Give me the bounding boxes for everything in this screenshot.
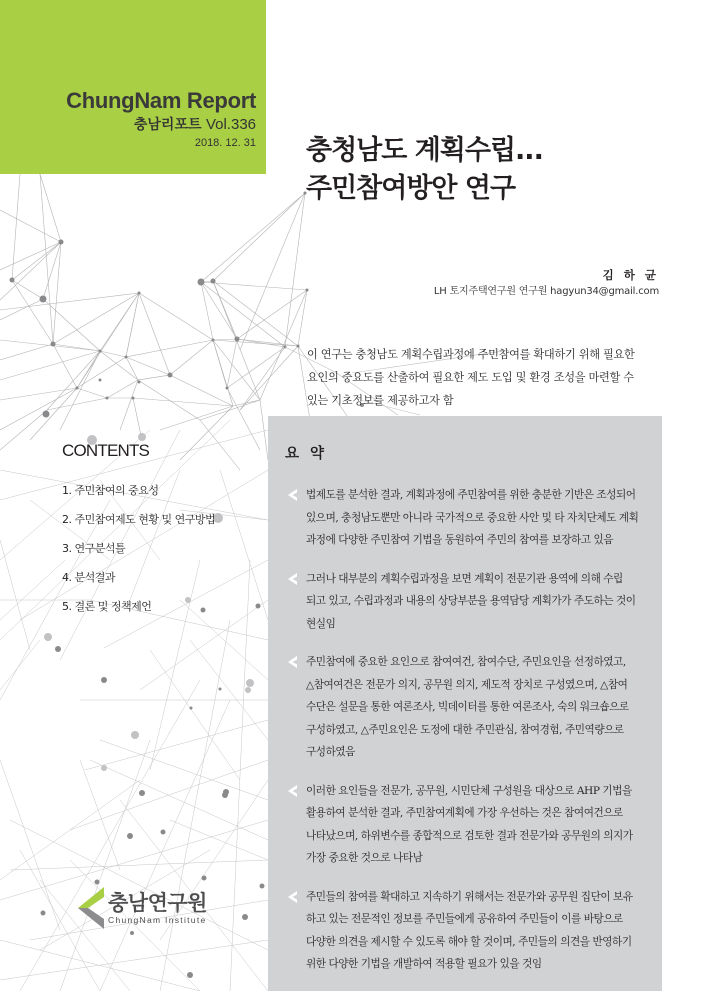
table-of-contents <box>62 440 215 629</box>
summary-bullet <box>288 886 648 976</box>
author-affiliation: LH 토지주택연구원 연구원 hagyun34@gmail.com <box>433 286 659 297</box>
contents-item[interactable]: 4. 분석결과 <box>62 571 115 584</box>
summary-bullet-line: 나타났으며, 하위변수를 종합적으로 검토한 결과 전문가와 공무원의 의지가 <box>306 829 633 842</box>
page-title <box>306 132 543 208</box>
contents-item[interactable]: 5. 결론 및 정책제언 <box>62 600 152 613</box>
summary-bullet <box>288 568 648 636</box>
summary-bullet-line: 가장 중요한 것으로 나타남 <box>306 852 423 864</box>
summary-bullet <box>288 484 648 552</box>
summary-bullet-line: 현실임 <box>306 617 336 630</box>
summary-bullet-line: 있으며, 충청남도뿐만 아니라 국가적으로 중요한 사안 및 타 자치단체도 계획 <box>306 511 639 524</box>
contents-item[interactable]: 3. 연구분석틀 <box>62 542 126 555</box>
summary-bullet-line: 수단은 설문을 통한 여론조사, 빅데이터를 통한 여론조사, 숙의 워크숍으로 <box>306 701 629 713</box>
report-volume: Vol.336 <box>205 116 256 133</box>
summary-bullet <box>288 651 648 764</box>
summary-bullet-line: 과정에 다양한 주민참여 기법을 동원하여 주민의 참여를 보장하고 있음 <box>306 534 614 546</box>
summary-bullets <box>288 484 648 991</box>
institute-name-korean: 충남연구원 <box>108 891 207 915</box>
report-series <box>66 115 256 135</box>
chevron-left-icon <box>288 573 298 585</box>
abstract <box>307 343 667 412</box>
chevron-left-icon <box>288 489 298 501</box>
report-header-block <box>0 0 266 174</box>
summary-bullet-line: 주민참여에 중요한 요인으로 참여여건, 참여수단, 주민요인을 선정하였고, <box>306 656 626 668</box>
summary-title: 요 약 <box>285 446 328 462</box>
summary-bullet-line: 그러나 대부분의 계획수립과정을 보면 계획이 전문기관 용역에 의해 수립 <box>306 572 623 585</box>
report-brand-english: ChungNam Report <box>66 88 256 113</box>
summary-bullet-line: 법제도를 분석한 결과, 계획과정에 주민참여를 위한 충분한 기반은 조성되어 <box>306 489 636 501</box>
summary-bullet-line: 구성하였고, △주민요인은 도정에 대한 주민관심, 참여경험, 주민역량으로 <box>306 723 624 736</box>
page-title-line-2: 주민참여방안 연구 <box>306 173 516 204</box>
contents-title: CONTENTS <box>62 441 150 460</box>
chevron-left-icon <box>288 656 298 668</box>
contents-item[interactable]: 2. 주민참여제도 현황 및 연구방법 <box>62 513 216 526</box>
abstract-line: 있는 기초정보를 제공하고자 함 <box>307 394 454 407</box>
summary-bullet-line: △참여여건은 전문가 의지, 공무원 의지, 제도적 장치로 구성였으며, △참여 <box>306 678 628 691</box>
report-brand-korean: 충남리포트 <box>133 117 202 133</box>
report-date: 2018. 12. 31 <box>194 137 256 149</box>
summary-bullet-line: 다양한 의견을 제시할 수 있도록 해야 할 것이며, 주민들의 의견을 반영하기 <box>306 935 632 948</box>
institute-logo-mark-icon <box>78 887 104 929</box>
institute-logo <box>78 887 207 929</box>
abstract-line: 이 연구는 충청남도 계획수립과정에 주민참여를 확대하기 위해 필요한 <box>307 348 635 361</box>
summary-bullet-line: 이러한 요인들을 전문가, 공무원, 시민단체 구성원을 대상으로 AHP 기법을 <box>306 784 632 797</box>
summary-bullet-line: 되고 있고, 수립과정과 내용의 상당부분을 용역담당 계획가가 주도하는 것이 <box>306 595 636 607</box>
summary-panel <box>268 416 662 991</box>
summary-bullet <box>288 780 648 870</box>
author-block <box>434 266 659 300</box>
summary-bullet-line: 구성하였음 <box>306 746 355 758</box>
summary-bullet-line: 위한 다양한 기법을 개발하여 적용할 필요가 있을 것임 <box>306 958 542 970</box>
chevron-left-icon <box>288 785 298 797</box>
institute-name-english: ChungNam Institute <box>108 915 207 925</box>
contents-item[interactable]: 1. 주민참여의 중요성 <box>62 484 159 497</box>
author-name: 김 하 균 <box>602 268 659 282</box>
report-brand <box>66 88 256 151</box>
summary-bullet-line: 주민들의 참여를 확대하고 지속하기 위해서는 전문가와 공무원 집단이 보유 <box>306 890 633 903</box>
chevron-left-icon <box>288 891 298 903</box>
abstract-line: 요인의 중요도를 산출하여 필요한 제도 도입 및 환경 조성을 마련할 수 <box>307 371 634 384</box>
page-title-line-1: 충청남도 계획수립... <box>306 135 543 166</box>
summary-bullet-line: 활용하여 분석한 결과, 주민참여계획에 가장 우선하는 것은 참여여건으로 <box>306 807 623 819</box>
institute-logo-text <box>108 891 207 925</box>
summary-bullet-line: 하고 있는 전문적인 정보를 주민들에게 공유하여 주민들이 이를 바탕으로 <box>306 913 623 925</box>
